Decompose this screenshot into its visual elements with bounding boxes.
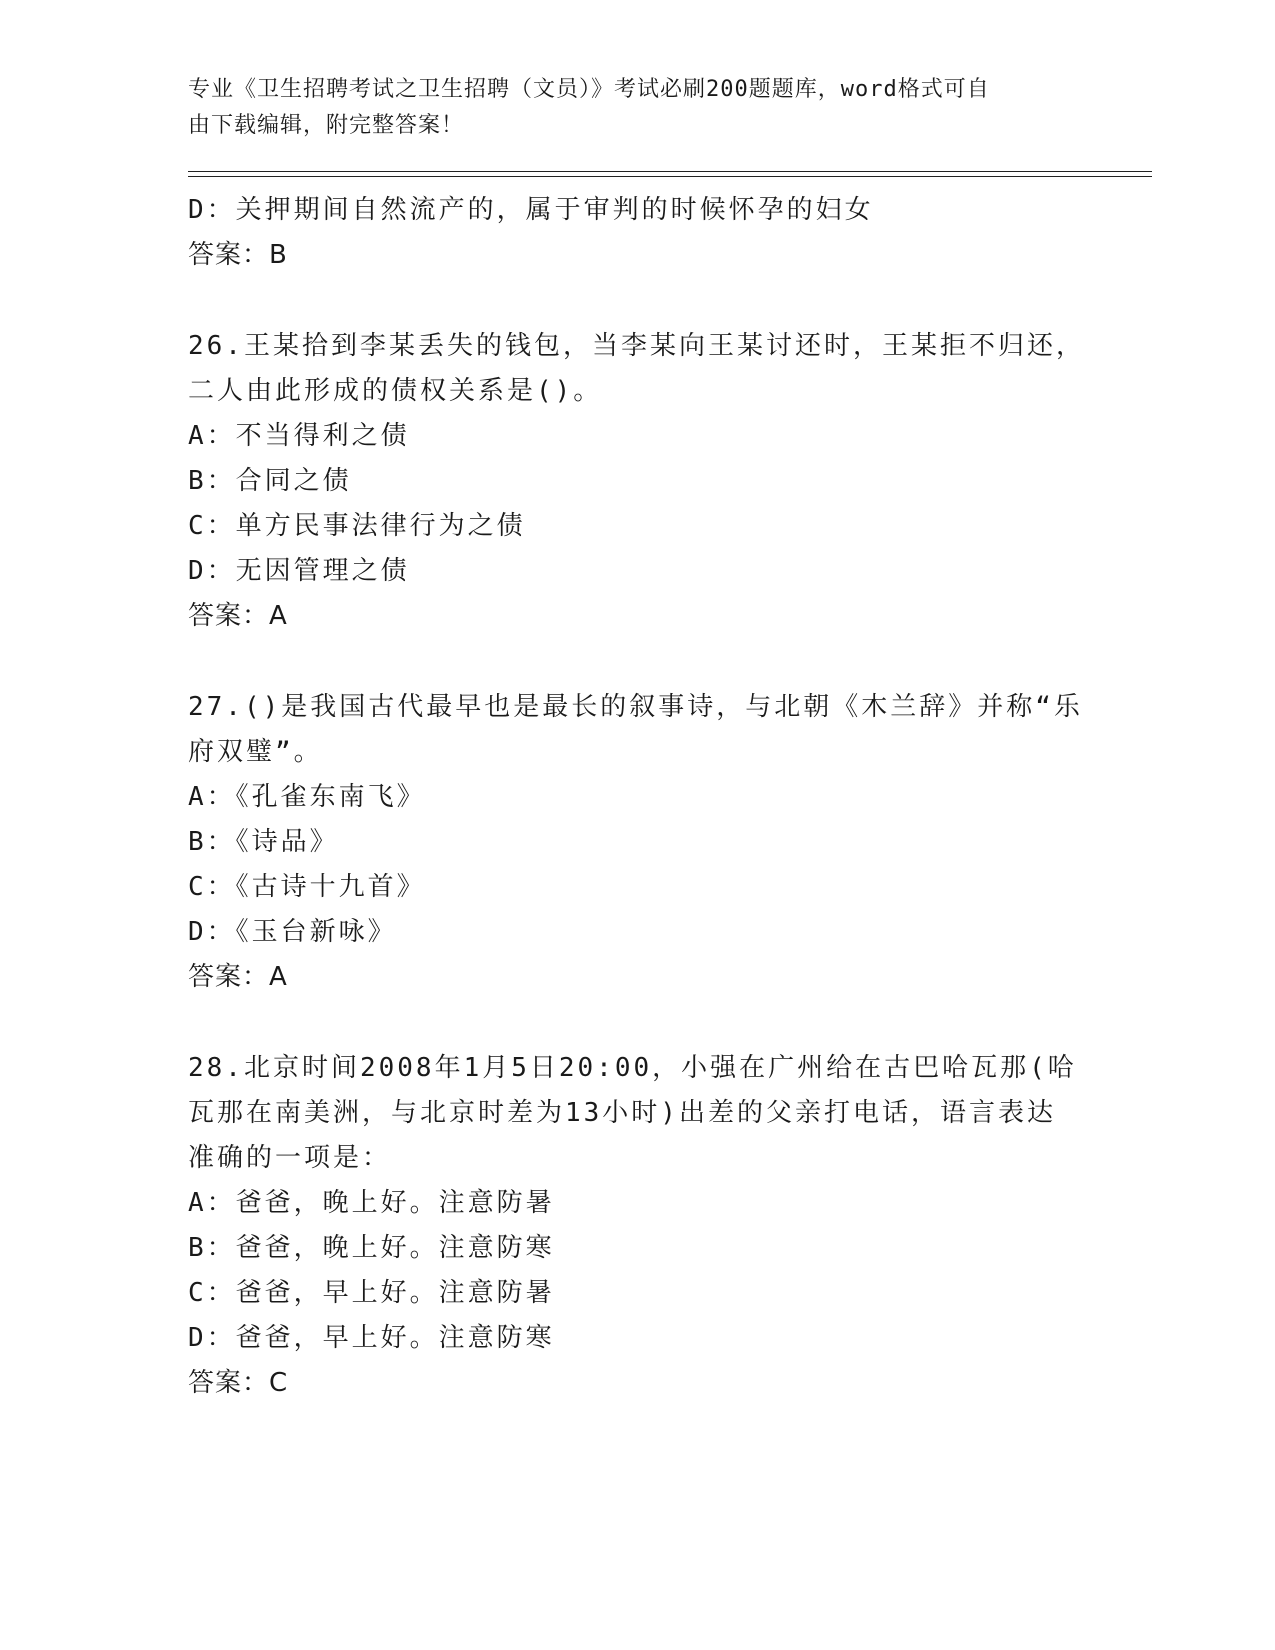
answer-line: 答案：B: [188, 240, 288, 270]
option-b: B：《诗品》: [188, 827, 339, 857]
question-27: [188, 685, 1088, 1000]
answer-line: 答案：C: [188, 1368, 289, 1398]
option-b: B：爸爸，晚上好。注意防寒: [188, 1233, 555, 1263]
header-line-1: 专业《卫生招聘考试之卫生招聘（文员）》考试必刷200题题库，word格式可自: [188, 77, 990, 102]
question-list: [188, 188, 1088, 1406]
option-c: C：单方民事法律行为之债: [188, 511, 526, 541]
header-divider-bottom: [188, 176, 1152, 177]
question-stem-line: 27.()是我国古代最早也是最长的叙事诗，与北朝《木兰辞》并称“乐: [188, 692, 1083, 722]
question-stem-line: 瓦那在南美洲，与北京时差为13小时)出差的父亲打电话，语言表达: [188, 1098, 1056, 1128]
question-stem-line: 26.王某拾到李某丢失的钱包，当李某向王某讨还时，王某拒不归还，: [188, 331, 1085, 361]
option-c: C：爸爸，早上好。注意防暑: [188, 1278, 555, 1308]
header-line-2: 由下载编辑，附完整答案！: [188, 113, 465, 138]
header-divider-top: [188, 171, 1152, 172]
question-stem-line: 28.北京时间2008年1月5日20:00，小强在广州给在古巴哈瓦那(哈: [188, 1053, 1077, 1083]
option-a: A：《孔雀东南飞》: [188, 782, 426, 812]
question-28: [188, 1046, 1088, 1406]
document-header: [188, 72, 1068, 144]
option-d: D：《玉台新咏》: [188, 917, 397, 947]
question-stem-line: 准确的一项是：: [188, 1143, 392, 1173]
question-stem-line: 二人由此形成的债权关系是()。: [188, 376, 603, 406]
option-d: D：爸爸，早上好。注意防寒: [188, 1323, 555, 1353]
option-c: C：《古诗十九首》: [188, 872, 426, 902]
option-a: A：不当得利之债: [188, 421, 410, 451]
option-d: D：关押期间自然流产的，属于审判的时候怀孕的妇女: [188, 195, 874, 225]
question-stem-line: 府双璧”。: [188, 737, 323, 767]
option-b: B：合同之债: [188, 466, 352, 496]
answer-line: 答案：A: [188, 962, 288, 992]
option-d: D：无因管理之债: [188, 556, 410, 586]
question-26: [188, 324, 1088, 639]
answer-line: 答案：A: [188, 601, 288, 631]
carryover-question: [188, 188, 1088, 278]
option-a: A：爸爸，晚上好。注意防暑: [188, 1188, 555, 1218]
